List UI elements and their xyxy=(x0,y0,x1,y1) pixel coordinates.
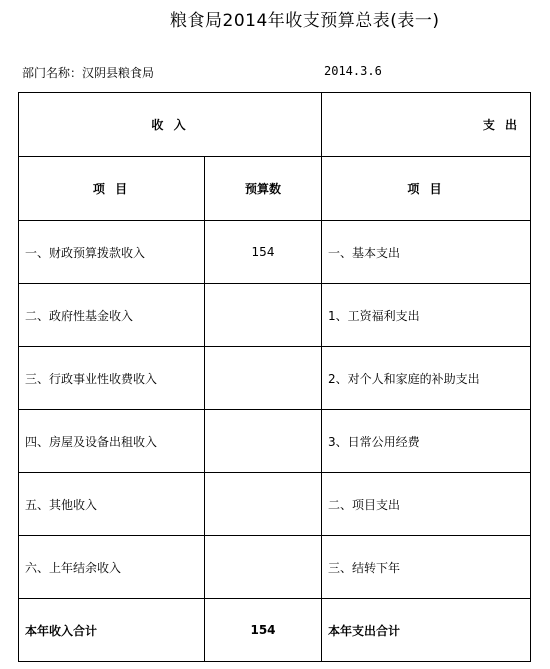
expense-item-cell: 3、日常公用经费 xyxy=(322,410,531,473)
budget-value-cell xyxy=(205,284,322,347)
expense-item-cell: 2、对个人和家庭的补助支出 xyxy=(322,347,531,410)
income-item-cell: 六、上年结余收入 xyxy=(19,536,205,599)
expense-total-label: 本年支出合计 xyxy=(322,599,531,662)
table-row xyxy=(19,536,531,599)
page-title: 粮食局2014年收支预算总表(表一) xyxy=(170,11,440,31)
income-item-header: 项 目 xyxy=(19,157,205,221)
table-row xyxy=(19,410,531,473)
expense-item-header: 项 目 xyxy=(322,157,531,221)
budget-value-cell: 154 xyxy=(205,221,322,284)
expense-item-cell: 二、项目支出 xyxy=(322,473,531,536)
table-row xyxy=(19,473,531,536)
income-item-cell: 一、财政预算拨款收入 xyxy=(19,221,205,284)
income-total-label: 本年收入合计 xyxy=(19,599,205,662)
income-budget-header: 预算数 xyxy=(205,157,322,221)
report-date: 2014.3.6 xyxy=(324,64,382,78)
income-item-cell: 四、房屋及设备出租收入 xyxy=(19,410,205,473)
department-name: 部门名称：汉阴县粮食局 xyxy=(22,66,155,80)
total-row xyxy=(19,599,531,662)
income-item-cell: 五、其他收入 xyxy=(19,473,205,536)
expense-item-cell: 一、基本支出 xyxy=(322,221,531,284)
expense-item-cell: 1、工资福利支出 xyxy=(322,284,531,347)
section-header-row xyxy=(19,93,531,157)
budget-value-cell xyxy=(205,536,322,599)
budget-value-cell xyxy=(205,410,322,473)
income-section-header: 收 入 xyxy=(19,93,322,157)
budget-value-cell xyxy=(205,473,322,536)
table-row xyxy=(19,221,531,284)
table-row xyxy=(19,284,531,347)
column-header-row xyxy=(19,157,531,221)
expense-section-header: 支 出 xyxy=(322,93,531,157)
table-row xyxy=(19,347,531,410)
income-total-value: 154 xyxy=(205,599,322,662)
expense-item-cell: 三、结转下年 xyxy=(322,536,531,599)
income-item-cell: 三、行政事业性收费收入 xyxy=(19,347,205,410)
income-item-cell: 二、政府性基金收入 xyxy=(19,284,205,347)
budget-table xyxy=(18,92,531,662)
budget-value-cell xyxy=(205,347,322,410)
